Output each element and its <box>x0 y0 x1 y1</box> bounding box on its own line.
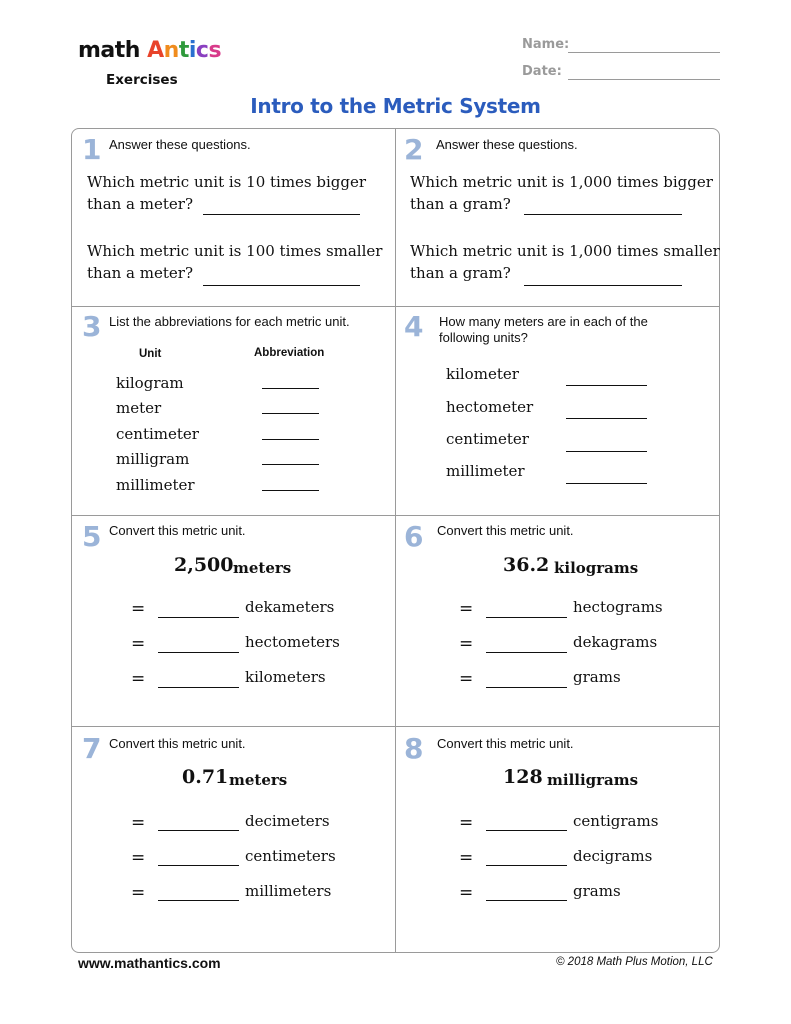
problem-2-question-1-line-1: Which metric unit is 1,000 times bigger <box>410 173 713 191</box>
answer-blank[interactable] <box>486 617 567 618</box>
date-field[interactable] <box>568 79 720 80</box>
target-unit: grams <box>573 668 621 686</box>
footer-copyright: © 2018 Math Plus Motion, LLC <box>556 956 713 968</box>
given-value: 128 <box>503 766 543 788</box>
answer-blank[interactable] <box>262 388 319 389</box>
equals-sign: = <box>459 848 474 868</box>
equals-sign: = <box>459 669 474 689</box>
unit-label: kilogram <box>116 374 184 392</box>
answer-blank[interactable] <box>486 652 567 653</box>
logo-letter: i <box>188 38 196 63</box>
answer-blank[interactable] <box>158 900 239 901</box>
footer-website-link[interactable]: www.mathantics.com <box>78 955 221 971</box>
answer-blank[interactable] <box>566 385 647 386</box>
answer-blank[interactable] <box>524 214 682 215</box>
target-unit: hectometers <box>245 633 340 651</box>
unit-label: centimeter <box>446 430 529 448</box>
logo-letter: A <box>147 38 164 63</box>
answer-blank[interactable] <box>158 865 239 866</box>
answer-blank[interactable] <box>566 418 647 419</box>
problem-number-5: 5 <box>82 520 102 553</box>
problem-8-instruction: Convert this metric unit. <box>437 736 574 751</box>
unit-label: kilometer <box>446 365 519 383</box>
problem-number-1: 1 <box>82 133 102 166</box>
problem-number-4: 4 <box>404 310 424 343</box>
equals-sign: = <box>131 848 146 868</box>
equals-sign: = <box>131 634 146 654</box>
problem-7-instruction: Convert this metric unit. <box>109 736 246 751</box>
answer-blank[interactable] <box>158 830 239 831</box>
problem-number-8: 8 <box>404 732 424 765</box>
answer-blank[interactable] <box>262 413 319 414</box>
unit-label: millimeter <box>446 462 525 480</box>
target-unit: dekagrams <box>573 633 658 651</box>
unit-label: centimeter <box>116 425 199 443</box>
answer-blank[interactable] <box>566 483 647 484</box>
equals-sign: = <box>131 599 146 619</box>
target-unit: centigrams <box>573 812 659 830</box>
unit-label: hectometer <box>446 398 534 416</box>
name-label: Name: <box>522 37 570 52</box>
answer-blank[interactable] <box>486 900 567 901</box>
problem-4-instruction-line-1: How many meters are in each of the <box>439 314 648 329</box>
problem-2-question-1-line-2: than a gram? <box>410 195 511 213</box>
problem-3-instruction: List the abbreviations for each metric unit. <box>109 314 350 329</box>
logo-letter: t <box>178 38 189 63</box>
grid-divider-row3 <box>71 726 720 727</box>
equals-sign: = <box>459 599 474 619</box>
logo-letter: n <box>163 38 179 63</box>
page-title: Intro to the Metric System <box>250 94 541 118</box>
target-unit: hectograms <box>573 598 663 616</box>
problem-number-7: 7 <box>82 732 102 765</box>
answer-blank[interactable] <box>203 285 360 286</box>
logo-word-math: math <box>78 38 140 63</box>
math-antics-logo <box>78 38 221 63</box>
problem-number-2: 2 <box>404 133 424 166</box>
problem-1-question-1-line-2: than a meter? <box>87 195 193 213</box>
problem-1-question-1-line-1: Which metric unit is 10 times bigger <box>87 173 367 191</box>
problem-2-instruction: Answer these questions. <box>436 137 578 152</box>
given-value: 36.2 <box>503 554 550 576</box>
given-value: 2,500 <box>174 554 234 576</box>
answer-blank[interactable] <box>262 439 319 440</box>
problem-2-question-2-line-1: Which metric unit is 1,000 times smaller <box>410 242 720 260</box>
given-unit: meters <box>229 771 288 789</box>
target-unit: millimeters <box>245 882 332 900</box>
problem-1-instruction: Answer these questions. <box>109 137 251 152</box>
target-unit: grams <box>573 882 621 900</box>
equals-sign: = <box>459 883 474 903</box>
column-header-abbreviation: Abbreviation <box>254 347 325 359</box>
date-label: Date: <box>522 64 562 79</box>
equals-sign: = <box>459 634 474 654</box>
grid-divider-vertical <box>395 128 396 953</box>
grid-divider-row2 <box>71 515 720 516</box>
answer-blank[interactable] <box>486 830 567 831</box>
answer-blank[interactable] <box>262 464 319 465</box>
unit-label: millimeter <box>116 476 195 494</box>
logo-letter: c <box>195 38 209 63</box>
problem-number-6: 6 <box>404 520 424 553</box>
answer-blank[interactable] <box>566 451 647 452</box>
target-unit: centimeters <box>245 847 336 865</box>
target-unit: kilometers <box>245 668 326 686</box>
problem-2-question-2-line-2: than a gram? <box>410 264 511 282</box>
answer-blank[interactable] <box>158 652 239 653</box>
answer-blank[interactable] <box>262 490 319 491</box>
target-unit: decimeters <box>245 812 330 830</box>
problem-number-3: 3 <box>82 310 102 343</box>
problem-1-question-2-line-2: than a meter? <box>87 264 193 282</box>
problem-4-instruction-line-2: following units? <box>439 330 528 345</box>
equals-sign: = <box>131 813 146 833</box>
problem-6-instruction: Convert this metric unit. <box>437 523 574 538</box>
name-field[interactable] <box>568 52 720 53</box>
equals-sign: = <box>131 883 146 903</box>
unit-label: milligram <box>116 450 190 468</box>
answer-blank[interactable] <box>486 687 567 688</box>
equals-sign: = <box>459 813 474 833</box>
problem-5-instruction: Convert this metric unit. <box>109 523 246 538</box>
target-unit: decigrams <box>573 847 653 865</box>
answer-blank[interactable] <box>486 865 567 866</box>
logo-word-antics <box>147 38 221 63</box>
grid-divider-row1 <box>71 306 720 307</box>
equals-sign: = <box>131 669 146 689</box>
answer-blank[interactable] <box>158 617 239 618</box>
answer-blank[interactable] <box>203 214 360 215</box>
given-unit: kilograms <box>554 559 639 577</box>
unit-label: meter <box>116 399 162 417</box>
given-unit: milligrams <box>547 771 639 789</box>
target-unit: dekameters <box>245 598 335 616</box>
column-header-unit: Unit <box>139 348 162 360</box>
problem-1-question-2-line-1: Which metric unit is 100 times smaller <box>87 242 383 260</box>
given-value: 0.71 <box>182 766 229 788</box>
logo-letter: s <box>208 38 222 63</box>
logo-subtitle: Exercises <box>106 72 178 88</box>
given-unit: meters <box>233 559 292 577</box>
answer-blank[interactable] <box>524 285 682 286</box>
answer-blank[interactable] <box>158 687 239 688</box>
